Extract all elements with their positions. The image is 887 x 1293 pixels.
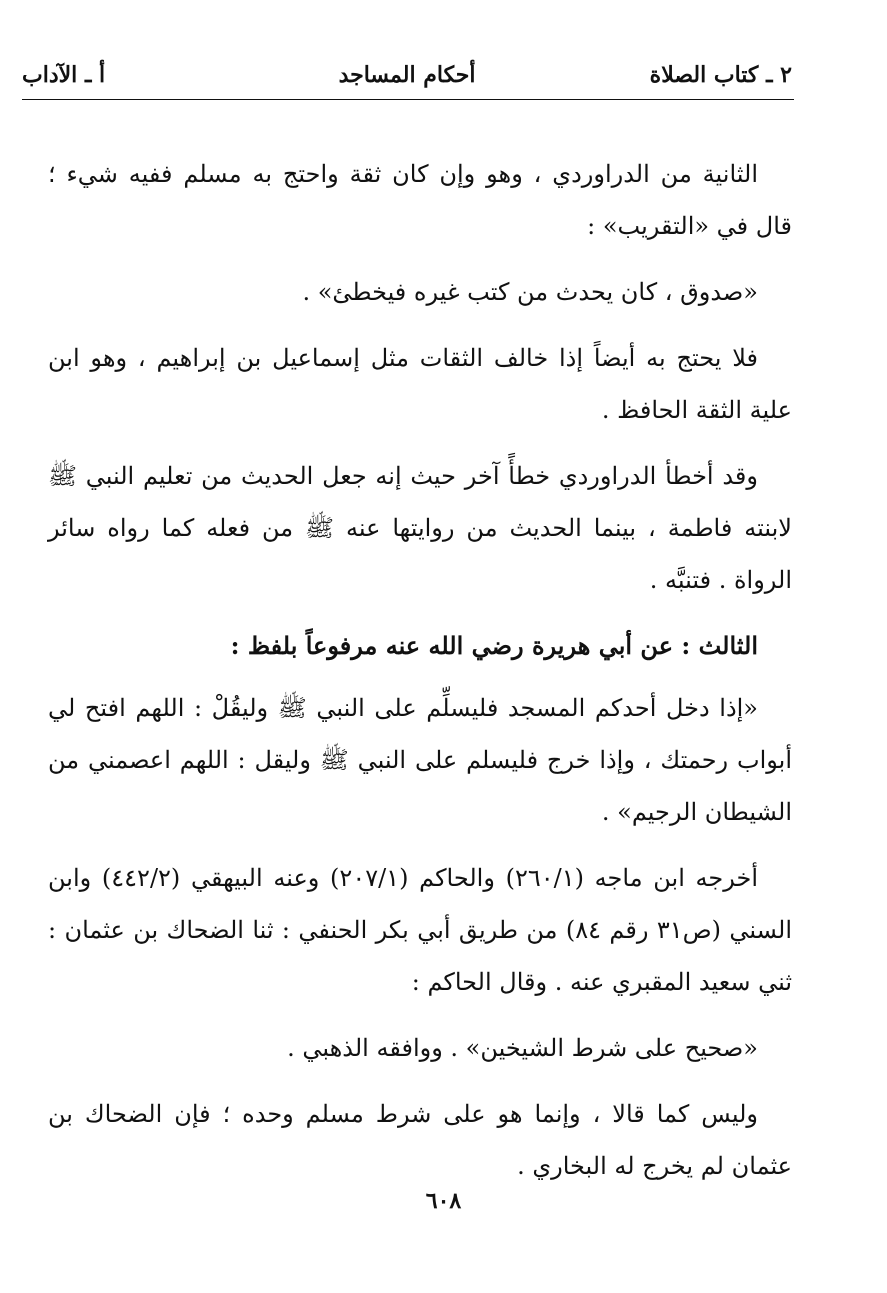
quote-paragraph: «صدوق ، كان يحدث من كتب غيره فيخطئ» . (302, 278, 758, 306)
hadith-text: «إذا دخل أحدكم المسجد فليسلِّم على النبي ﷺ وليقُلْ : اللهم افتح لي أبواب رحمتك ، وإذا خرج فليسلم على النبي ﷺ وليقل : اللهم اعصمني من الشيطان الرجيم» . (48, 694, 792, 826)
subsection-title: أ ـ الآداب (22, 62, 106, 88)
running-head (22, 62, 792, 96)
paragraph: الثانية من الدراوردي ، وهو وإن كان ثقة واحتج به مسلم ففيه شيء ؛ قال في «التقريب» : (48, 160, 792, 240)
section-heading: الثالث : عن أبي هريرة رضي الله عنه مرفوعاً بلفظ : (230, 631, 758, 660)
paragraph: أخرجه ابن ماجه (٢٦٠/١) والحاكم (٢٠٧/١) وعنه البيهقي (٤٤٢/٢) وابن السني (ص٣١ رقم ٨٤) من طريق أبي بكر الحنفي : ثنا الضحاك بن عثمان : ثني سعيد المقبري عنه . وقال الحاكم : (48, 864, 792, 996)
paragraph: وقد أخطأ الدراوردي خطأً آخر حيث إنه جعل الحديث من تعليم النبي ﷺ لابنته فاطمة ، بينما الحديث من روايتها عنه ﷺ من فعله كما رواه سائر الرواة . فتنبَّه . (48, 462, 792, 594)
paragraph: فلا يحتج به أيضاً إذا خالف الثقات مثل إسماعيل بن إبراهيم ، وهو ابن علية الثقة الحافظ . (48, 344, 792, 424)
section-title: أحكام المساجد (338, 62, 476, 88)
header-rule (22, 99, 794, 100)
quote-paragraph: «صحيح على شرط الشيخين» . ووافقه الذهبي . (287, 1034, 758, 1062)
page-number: ٦٠٨ (425, 1188, 462, 1214)
chapter-title: ٢ ـ كتاب الصلاة (649, 62, 792, 88)
page-body (48, 148, 792, 1206)
paragraph: وليس كما قالا ، وإنما هو على شرط مسلم وحده ؛ فإن الضحاك بن عثمان لم يخرج له البخاري . (48, 1100, 792, 1180)
